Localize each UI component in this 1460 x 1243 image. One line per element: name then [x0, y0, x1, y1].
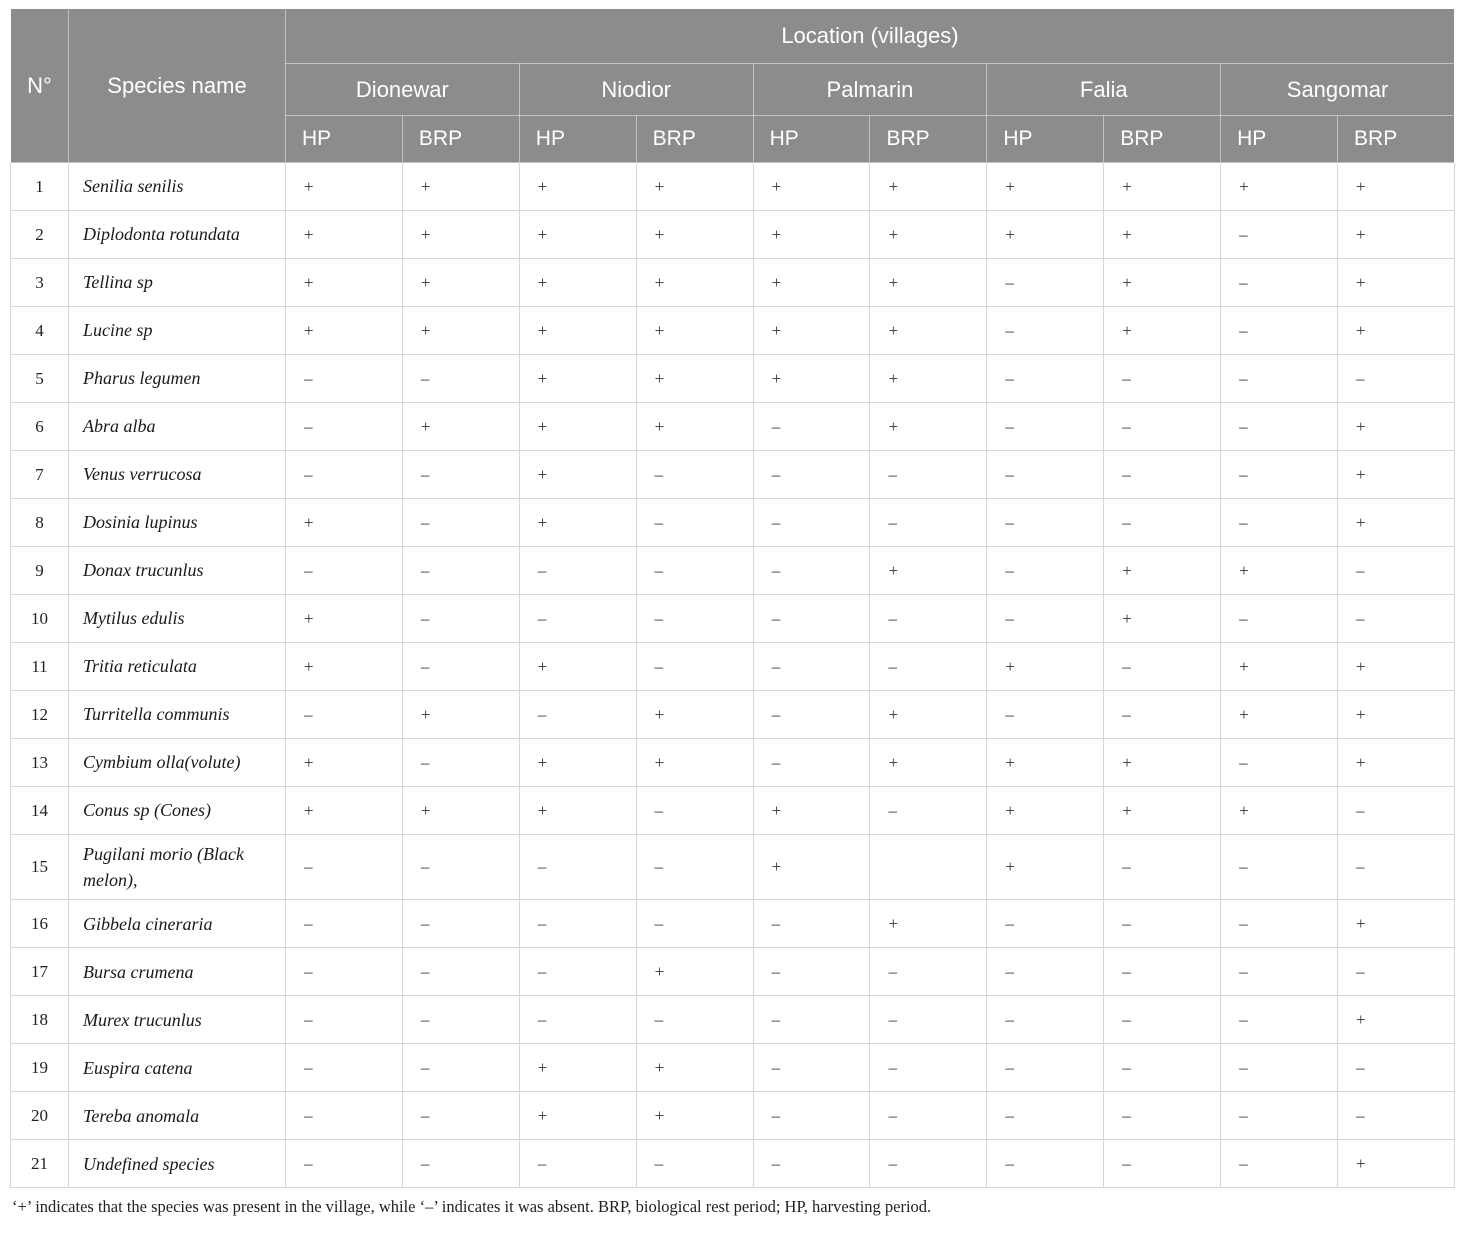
presence-cell: –	[870, 1140, 987, 1188]
presence-cell: –	[753, 595, 870, 643]
header-no: N°	[11, 9, 69, 163]
presence-cell: +	[519, 451, 636, 499]
presence-cell: –	[402, 996, 519, 1044]
table-row	[11, 499, 1455, 547]
header-village-palmarin: Palmarin	[753, 64, 987, 116]
presence-cell: +	[753, 163, 870, 211]
presence-cell: –	[753, 1140, 870, 1188]
presence-cell: +	[753, 259, 870, 307]
presence-cell: –	[987, 451, 1104, 499]
presence-cell: –	[519, 1140, 636, 1188]
row-number: 10	[11, 595, 69, 643]
species-name: Conus sp (Cones)	[69, 787, 286, 835]
row-number: 20	[11, 1092, 69, 1140]
presence-cell: +	[519, 499, 636, 547]
presence-cell: +	[870, 691, 987, 739]
species-name: Turritella communis	[69, 691, 286, 739]
presence-cell: –	[753, 547, 870, 595]
presence-cell: –	[1221, 355, 1338, 403]
table-row	[11, 547, 1455, 595]
presence-cell: –	[753, 691, 870, 739]
table-row	[11, 643, 1455, 691]
presence-cell: –	[870, 451, 987, 499]
species-name: Euspira catena	[69, 1044, 286, 1092]
header-village-sangomar: Sangomar	[1221, 64, 1455, 116]
species-name: Diplodonta rotundata	[69, 211, 286, 259]
presence-cell: –	[1104, 1140, 1221, 1188]
presence-cell: +	[1338, 996, 1455, 1044]
presence-cell: –	[987, 691, 1104, 739]
presence-cell: –	[753, 451, 870, 499]
presence-cell: +	[519, 163, 636, 211]
presence-cell: –	[519, 948, 636, 996]
presence-cell: +	[636, 355, 753, 403]
presence-cell: –	[402, 900, 519, 948]
presence-cell: –	[402, 1092, 519, 1140]
row-number: 17	[11, 948, 69, 996]
presence-cell: +	[987, 211, 1104, 259]
presence-cell: +	[402, 211, 519, 259]
presence-cell: –	[1221, 996, 1338, 1044]
presence-cell: +	[636, 739, 753, 787]
presence-cell: –	[402, 547, 519, 595]
row-number: 14	[11, 787, 69, 835]
presence-cell: –	[987, 259, 1104, 307]
header-row-location	[11, 9, 1455, 64]
header-period-brp: BRP	[1338, 116, 1455, 163]
presence-cell: +	[519, 1092, 636, 1140]
row-number: 15	[11, 835, 69, 900]
presence-cell: +	[1104, 595, 1221, 643]
presence-cell: +	[286, 739, 403, 787]
row-number: 9	[11, 547, 69, 595]
species-name: Pharus legumen	[69, 355, 286, 403]
presence-cell: –	[1221, 900, 1338, 948]
presence-cell: –	[402, 451, 519, 499]
presence-cell: +	[870, 547, 987, 595]
presence-cell: +	[870, 403, 987, 451]
presence-cell: +	[1221, 547, 1338, 595]
species-name: Murex trucunlus	[69, 996, 286, 1044]
table-row	[11, 996, 1455, 1044]
table-footnote: ‘+’ indicates that the species was present in the village, while ‘–’ indicates it was absent. BRP, biological rest period; HP, harvesting period.	[12, 1197, 932, 1217]
presence-cell: –	[987, 499, 1104, 547]
presence-cell: –	[870, 499, 987, 547]
presence-cell: –	[1221, 1044, 1338, 1092]
presence-cell: +	[286, 787, 403, 835]
presence-cell: –	[519, 547, 636, 595]
presence-cell: +	[636, 948, 753, 996]
presence-cell: –	[1104, 900, 1221, 948]
presence-cell: +	[636, 403, 753, 451]
presence-cell: +	[519, 787, 636, 835]
presence-cell: –	[519, 835, 636, 900]
presence-cell: +	[1104, 211, 1221, 259]
presence-cell: +	[286, 499, 403, 547]
presence-cell: –	[286, 835, 403, 900]
presence-cell: +	[636, 691, 753, 739]
table-row	[11, 835, 1455, 900]
row-number: 16	[11, 900, 69, 948]
row-number: 19	[11, 1044, 69, 1092]
presence-cell: –	[636, 451, 753, 499]
presence-cell: –	[987, 1092, 1104, 1140]
presence-cell: +	[870, 163, 987, 211]
presence-cell: +	[519, 211, 636, 259]
header-period-brp: BRP	[636, 116, 753, 163]
presence-cell: +	[519, 307, 636, 355]
presence-cell: –	[753, 403, 870, 451]
species-name: Bursa crumena	[69, 948, 286, 996]
row-number: 21	[11, 1140, 69, 1188]
presence-cell: +	[519, 1044, 636, 1092]
presence-cell: –	[753, 996, 870, 1044]
presence-cell: –	[1221, 259, 1338, 307]
presence-cell: –	[636, 499, 753, 547]
presence-cell: +	[1104, 739, 1221, 787]
species-name: Donax trucunlus	[69, 547, 286, 595]
header-period-hp: HP	[753, 116, 870, 163]
presence-cell: +	[870, 259, 987, 307]
presence-cell: +	[636, 259, 753, 307]
presence-cell: –	[987, 403, 1104, 451]
presence-cell: +	[870, 900, 987, 948]
row-number: 12	[11, 691, 69, 739]
presence-cell: –	[286, 355, 403, 403]
presence-cell: –	[1221, 307, 1338, 355]
species-name: Abra alba	[69, 403, 286, 451]
presence-cell: –	[1104, 1044, 1221, 1092]
presence-cell: –	[636, 835, 753, 900]
row-number: 13	[11, 739, 69, 787]
presence-cell: –	[1104, 996, 1221, 1044]
header-period-brp: BRP	[1104, 116, 1221, 163]
presence-cell: –	[402, 835, 519, 900]
presence-cell: +	[402, 259, 519, 307]
presence-cell: +	[1338, 403, 1455, 451]
species-name: Tellina sp	[69, 259, 286, 307]
presence-cell: –	[870, 595, 987, 643]
species-name: Pugilani morio (Black melon),	[69, 835, 286, 900]
presence-cell: –	[753, 1044, 870, 1092]
presence-cell: –	[870, 996, 987, 1044]
presence-cell: –	[987, 355, 1104, 403]
presence-cell: +	[636, 1092, 753, 1140]
presence-cell: +	[987, 163, 1104, 211]
presence-cell: +	[286, 211, 403, 259]
presence-cell: –	[753, 739, 870, 787]
presence-cell: –	[1221, 451, 1338, 499]
presence-cell: –	[286, 948, 403, 996]
presence-cell: –	[636, 787, 753, 835]
presence-cell: +	[636, 163, 753, 211]
presence-cell: +	[1338, 643, 1455, 691]
presence-cell: –	[636, 595, 753, 643]
table-row	[11, 691, 1455, 739]
table-row	[11, 355, 1455, 403]
table-row	[11, 948, 1455, 996]
table-row	[11, 451, 1455, 499]
table-row	[11, 163, 1455, 211]
presence-cell: –	[402, 595, 519, 643]
presence-cell: –	[636, 1140, 753, 1188]
presence-cell: –	[1104, 451, 1221, 499]
presence-cell: +	[753, 355, 870, 403]
presence-cell: –	[987, 996, 1104, 1044]
presence-cell: –	[286, 547, 403, 595]
presence-cell: +	[753, 787, 870, 835]
row-number: 3	[11, 259, 69, 307]
presence-cell: –	[1104, 355, 1221, 403]
row-number: 4	[11, 307, 69, 355]
presence-cell: –	[987, 595, 1104, 643]
presence-cell: –	[870, 948, 987, 996]
presence-cell: +	[1338, 691, 1455, 739]
presence-cell: –	[286, 1044, 403, 1092]
presence-cell: –	[1104, 403, 1221, 451]
header-period-hp: HP	[519, 116, 636, 163]
presence-cell: –	[519, 595, 636, 643]
presence-cell: –	[987, 1044, 1104, 1092]
presence-cell: +	[987, 739, 1104, 787]
presence-cell: +	[286, 595, 403, 643]
presence-cell: +	[870, 739, 987, 787]
presence-cell: –	[1221, 499, 1338, 547]
presence-cell: +	[1221, 691, 1338, 739]
presence-cell: –	[1104, 643, 1221, 691]
presence-cell: +	[402, 307, 519, 355]
presence-cell: –	[1104, 499, 1221, 547]
presence-cell: –	[1104, 835, 1221, 900]
presence-cell: +	[987, 835, 1104, 900]
header-period-hp: HP	[987, 116, 1104, 163]
presence-cell: –	[636, 996, 753, 1044]
presence-cell: +	[402, 691, 519, 739]
presence-cell: –	[286, 996, 403, 1044]
presence-cell: –	[870, 1044, 987, 1092]
presence-cell: +	[753, 211, 870, 259]
presence-cell: –	[987, 1140, 1104, 1188]
presence-cell: –	[753, 643, 870, 691]
presence-cell: +	[636, 211, 753, 259]
presence-cell: –	[1104, 691, 1221, 739]
presence-cell: –	[870, 1092, 987, 1140]
presence-cell: +	[1338, 211, 1455, 259]
table-body	[11, 163, 1455, 1188]
presence-cell: +	[286, 163, 403, 211]
species-name: Dosinia lupinus	[69, 499, 286, 547]
presence-cell: +	[987, 643, 1104, 691]
presence-cell: –	[1221, 403, 1338, 451]
row-number: 5	[11, 355, 69, 403]
table-row	[11, 595, 1455, 643]
presence-cell: +	[1338, 259, 1455, 307]
presence-cell: +	[286, 307, 403, 355]
presence-cell: –	[1104, 1092, 1221, 1140]
presence-cell: –	[987, 900, 1104, 948]
row-number: 6	[11, 403, 69, 451]
row-number: 8	[11, 499, 69, 547]
presence-cell: +	[519, 643, 636, 691]
presence-cell: +	[870, 355, 987, 403]
presence-cell: –	[286, 403, 403, 451]
presence-cell: +	[753, 835, 870, 900]
table-row	[11, 403, 1455, 451]
presence-cell: –	[286, 1092, 403, 1140]
species-presence-table	[10, 8, 1455, 1188]
presence-cell: +	[1338, 739, 1455, 787]
presence-cell: +	[636, 1044, 753, 1092]
presence-cell: +	[1221, 163, 1338, 211]
species-name: Tritia reticulata	[69, 643, 286, 691]
presence-cell: –	[1221, 1092, 1338, 1140]
table-row	[11, 1140, 1455, 1188]
presence-cell: –	[402, 499, 519, 547]
presence-cell: +	[519, 259, 636, 307]
presence-cell: –	[286, 691, 403, 739]
presence-cell: +	[1338, 451, 1455, 499]
presence-cell: –	[1221, 835, 1338, 900]
header-village-dionewar: Dionewar	[286, 64, 520, 116]
row-number: 18	[11, 996, 69, 1044]
presence-cell: +	[987, 787, 1104, 835]
presence-cell: –	[286, 900, 403, 948]
presence-cell: –	[870, 787, 987, 835]
presence-cell: –	[753, 900, 870, 948]
presence-cell: –	[1104, 948, 1221, 996]
presence-cell: +	[286, 259, 403, 307]
presence-cell: –	[519, 900, 636, 948]
presence-cell: –	[1221, 211, 1338, 259]
header-village-falia: Falia	[987, 64, 1221, 116]
presence-cell: –	[1338, 355, 1455, 403]
table-row	[11, 1044, 1455, 1092]
presence-cell: +	[870, 211, 987, 259]
presence-cell: +	[402, 787, 519, 835]
species-name: Mytilus edulis	[69, 595, 286, 643]
species-name: Cymbium olla(volute)	[69, 739, 286, 787]
presence-cell: –	[519, 691, 636, 739]
row-number: 7	[11, 451, 69, 499]
presence-cell: –	[1338, 787, 1455, 835]
presence-cell: +	[519, 739, 636, 787]
presence-cell: –	[402, 355, 519, 403]
presence-cell: –	[402, 643, 519, 691]
row-number: 1	[11, 163, 69, 211]
presence-cell: +	[286, 643, 403, 691]
presence-cell: –	[1338, 595, 1455, 643]
presence-cell: –	[1221, 739, 1338, 787]
table-header	[11, 9, 1455, 163]
presence-cell: +	[1338, 499, 1455, 547]
table-row	[11, 259, 1455, 307]
header-period-brp: BRP	[402, 116, 519, 163]
species-name: Lucine sp	[69, 307, 286, 355]
presence-cell: +	[1104, 163, 1221, 211]
table-row	[11, 739, 1455, 787]
presence-cell: +	[1104, 787, 1221, 835]
presence-cell: –	[987, 948, 1104, 996]
header-period-hp: HP	[1221, 116, 1338, 163]
species-name: Venus verrucosa	[69, 451, 286, 499]
presence-cell: –	[1338, 1092, 1455, 1140]
presence-cell: +	[519, 403, 636, 451]
header-period-hp: HP	[286, 116, 403, 163]
presence-cell: –	[987, 547, 1104, 595]
presence-cell: –	[286, 451, 403, 499]
table-row	[11, 900, 1455, 948]
presence-cell: +	[1338, 900, 1455, 948]
presence-cell: –	[1338, 1044, 1455, 1092]
presence-cell: +	[1338, 1140, 1455, 1188]
presence-cell: –	[402, 739, 519, 787]
presence-cell: –	[1221, 1140, 1338, 1188]
header-period-brp: BRP	[870, 116, 987, 163]
species-name: Senilia senilis	[69, 163, 286, 211]
presence-cell: –	[753, 948, 870, 996]
presence-cell: –	[753, 1092, 870, 1140]
header-species-name: Species name	[69, 9, 286, 163]
presence-cell: +	[1338, 307, 1455, 355]
presence-cell: –	[1338, 948, 1455, 996]
table-row	[11, 307, 1455, 355]
species-name: Undefined species	[69, 1140, 286, 1188]
presence-cell: –	[1338, 835, 1455, 900]
presence-cell: +	[519, 355, 636, 403]
presence-cell: +	[402, 403, 519, 451]
presence-cell: –	[870, 643, 987, 691]
presence-cell: –	[1221, 948, 1338, 996]
table-row	[11, 1092, 1455, 1140]
row-number: 11	[11, 643, 69, 691]
presence-cell: +	[1221, 787, 1338, 835]
table-row	[11, 211, 1455, 259]
species-name: Gibbela cineraria	[69, 900, 286, 948]
presence-cell: –	[753, 499, 870, 547]
presence-cell: –	[636, 900, 753, 948]
presence-cell: +	[1338, 163, 1455, 211]
presence-cell: –	[636, 643, 753, 691]
presence-cell: –	[402, 1140, 519, 1188]
presence-cell: –	[402, 948, 519, 996]
presence-cell: –	[636, 547, 753, 595]
presence-cell: +	[1104, 547, 1221, 595]
presence-cell: –	[1221, 595, 1338, 643]
presence-cell: +	[870, 307, 987, 355]
presence-cell: –	[402, 1044, 519, 1092]
header-village-niodior: Niodior	[519, 64, 753, 116]
presence-cell: +	[402, 163, 519, 211]
presence-cell	[870, 835, 987, 900]
presence-cell: +	[1104, 307, 1221, 355]
presence-cell: –	[1338, 547, 1455, 595]
header-location-title: Location (villages)	[286, 9, 1455, 64]
presence-cell: +	[1221, 643, 1338, 691]
presence-cell: –	[286, 1140, 403, 1188]
row-number: 2	[11, 211, 69, 259]
presence-cell: +	[636, 307, 753, 355]
presence-cell: –	[519, 996, 636, 1044]
presence-cell: –	[987, 307, 1104, 355]
presence-cell: +	[1104, 259, 1221, 307]
table-row	[11, 787, 1455, 835]
presence-cell: +	[753, 307, 870, 355]
species-name: Tereba anomala	[69, 1092, 286, 1140]
